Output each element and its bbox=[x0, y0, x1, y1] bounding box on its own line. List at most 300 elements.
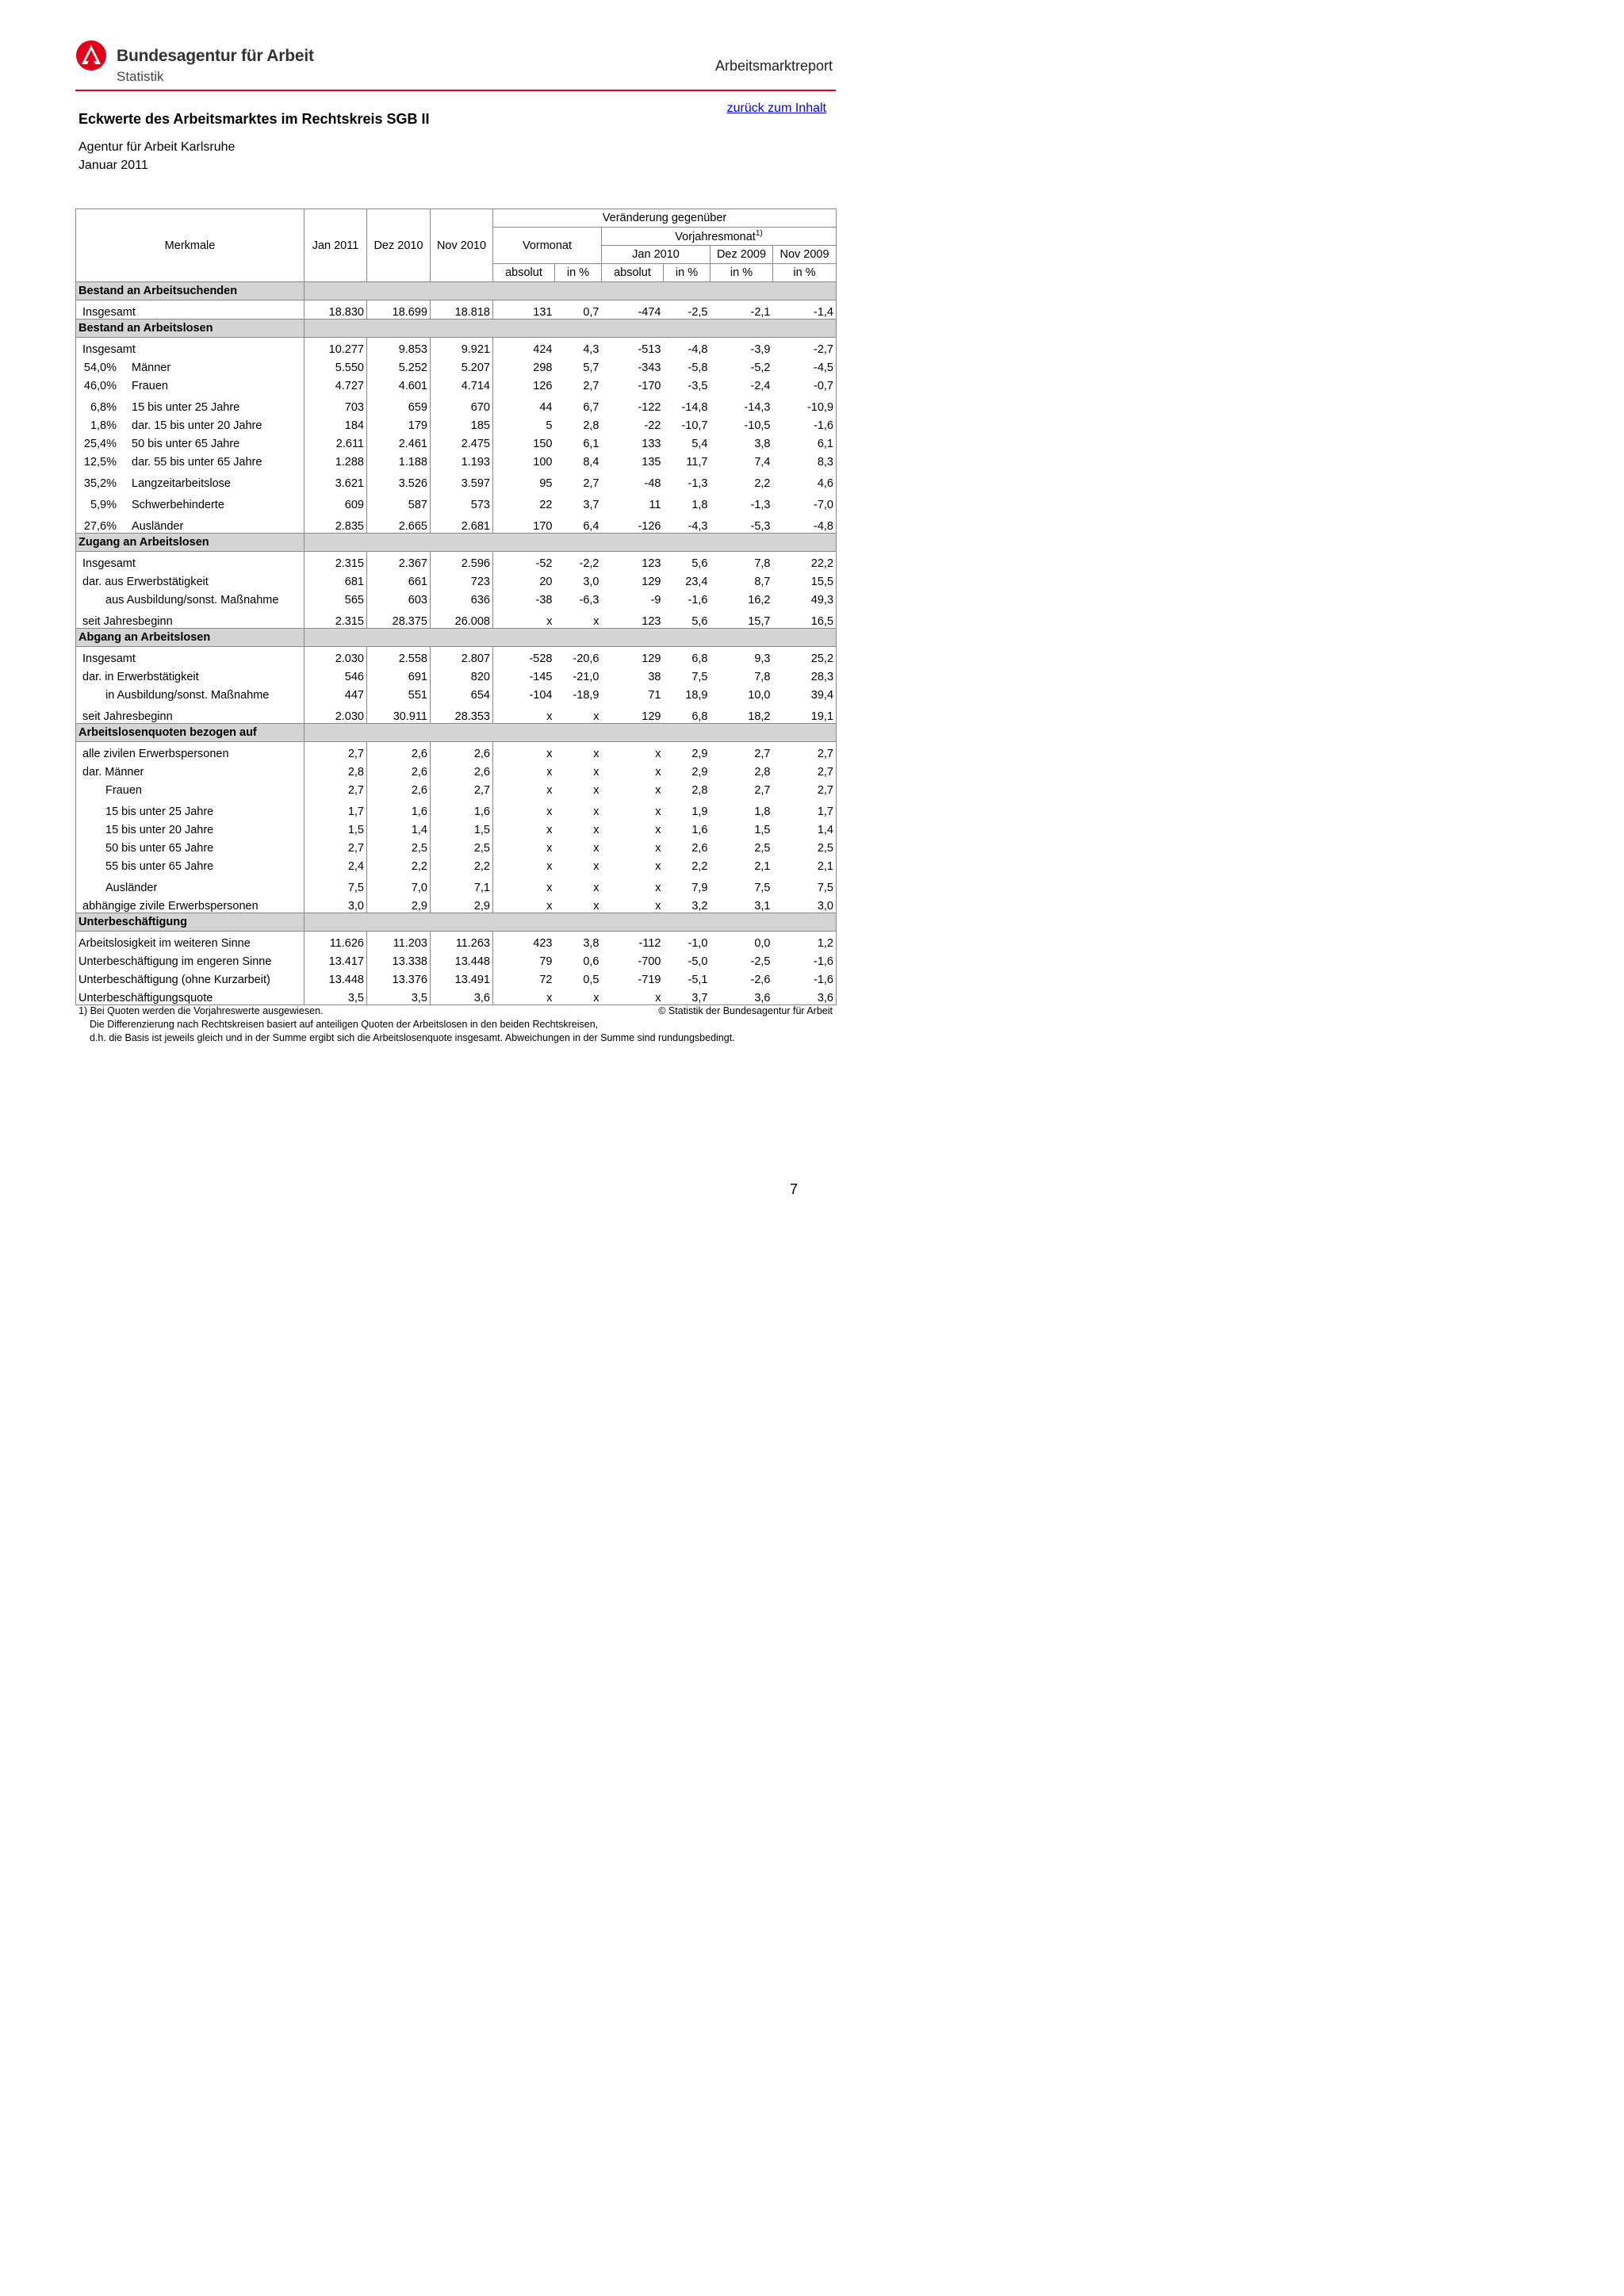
section-fill bbox=[304, 629, 837, 647]
table-row bbox=[76, 873, 837, 894]
table-cell: 28,3 bbox=[773, 665, 837, 683]
table-cell: 2,7 bbox=[773, 742, 837, 761]
table-cell: 9.921 bbox=[431, 338, 493, 357]
table-cell: 13.376 bbox=[367, 968, 431, 986]
table-cell: 2,6 bbox=[431, 742, 493, 761]
table-cell: x bbox=[655, 882, 661, 894]
table-row bbox=[76, 469, 837, 490]
table-row bbox=[76, 894, 837, 913]
col-vormonat: Vormonat bbox=[493, 228, 602, 264]
table-cell: 38 bbox=[648, 671, 661, 683]
table-cell: 13.448 bbox=[431, 950, 493, 968]
table-cell: -22 bbox=[644, 419, 661, 432]
table-cell: 1,7 bbox=[773, 797, 837, 818]
table-cell: x bbox=[546, 784, 553, 797]
row-label bbox=[76, 392, 304, 414]
col-pct-jan2010: in % bbox=[664, 264, 710, 282]
section-header-row bbox=[76, 629, 837, 647]
table-cell: -10,9 bbox=[773, 392, 837, 414]
table-cell: 0,6 bbox=[583, 955, 599, 968]
table-cell: 2.835 bbox=[304, 511, 367, 534]
col-jan2010: Jan 2010 bbox=[602, 246, 710, 264]
footnote-2: Die Differenzierung nach Rechtskreisen basiert auf anteiligen Quoten der Arbeitslosen in den beiden Rechtskreisen, bbox=[90, 1019, 599, 1030]
table-cell: 2.461 bbox=[367, 432, 431, 450]
table-cell: 3,0 bbox=[583, 576, 599, 588]
table-cell: 7,5 bbox=[754, 882, 771, 894]
col-veraenderung: Veränderung gegenüber bbox=[493, 209, 837, 228]
table-cell: 131 bbox=[533, 306, 553, 319]
table-cell: 2,9 bbox=[691, 748, 708, 760]
section-header-row bbox=[76, 282, 837, 300]
table-cell: 1,6 bbox=[367, 797, 431, 818]
row-label: Insgesamt bbox=[76, 647, 304, 666]
section-fill bbox=[304, 320, 837, 338]
table-cell: 2,7 bbox=[583, 380, 599, 392]
section-title: Arbeitslosenquoten bezogen auf bbox=[76, 724, 304, 742]
table-cell: 1,7 bbox=[304, 797, 367, 818]
table-cell: 10,0 bbox=[748, 689, 771, 702]
table-cell: 7,5 bbox=[773, 873, 837, 894]
row-label: 55 bis unter 65 Jahre bbox=[76, 855, 304, 873]
brand-name: Bundesagentur für Arbeit bbox=[117, 47, 314, 65]
table-cell: 2.315 bbox=[304, 552, 367, 571]
row-label: seit Jahresbeginn bbox=[76, 702, 304, 724]
table-cell: 3,6 bbox=[710, 986, 773, 1005]
table-cell: -1,6 bbox=[773, 414, 837, 432]
row-label bbox=[76, 511, 304, 534]
table-cell: 5 bbox=[546, 419, 553, 432]
table-cell: x bbox=[655, 842, 661, 855]
table-cell: -4,8 bbox=[773, 511, 837, 534]
table-cell: -528 bbox=[529, 652, 553, 665]
table-cell: 2.665 bbox=[367, 511, 431, 534]
section-header-row bbox=[76, 724, 837, 742]
table-cell: -1,4 bbox=[773, 300, 837, 320]
table-cell: 654 bbox=[431, 683, 493, 702]
table-cell: 703 bbox=[304, 392, 367, 414]
share-percent: 12,5% bbox=[83, 456, 117, 469]
table-cell: 2,2 bbox=[691, 860, 708, 873]
row-label bbox=[76, 490, 304, 511]
table-row bbox=[76, 570, 837, 588]
row-label: Insgesamt bbox=[76, 552, 304, 571]
share-percent: 27,6% bbox=[83, 520, 117, 533]
table-cell: 2,2 bbox=[754, 477, 771, 490]
table-row bbox=[76, 950, 837, 968]
table-cell: 2,6 bbox=[367, 760, 431, 779]
col-pct-nov2009: in % bbox=[773, 264, 837, 282]
row-label-text: dar. 15 bis unter 20 Jahre bbox=[132, 419, 262, 432]
table-cell: -170 bbox=[638, 380, 661, 392]
row-label-text: 50 bis unter 65 Jahre bbox=[132, 438, 240, 450]
table-cell: 18,2 bbox=[748, 710, 771, 723]
table-cell: 7,8 bbox=[754, 671, 771, 683]
table-cell: -2,4 bbox=[750, 380, 771, 392]
col-vorjahresmonat: Vorjahresmonat$^{1)}$ bbox=[602, 228, 837, 246]
col-pct-vormonat: in % bbox=[555, 264, 602, 282]
col-nov2010: Nov 2010 bbox=[431, 209, 493, 282]
col-pct-dez2009: in % bbox=[710, 264, 773, 282]
section-title: Unterbeschäftigung bbox=[76, 913, 304, 932]
table-cell: 2,7 bbox=[754, 784, 771, 797]
table-cell: 1,8 bbox=[691, 499, 708, 511]
table-cell: 71 bbox=[648, 689, 661, 702]
table-cell: x bbox=[546, 900, 553, 913]
table-cell: 11.203 bbox=[367, 932, 431, 951]
row-label: Unterbeschäftigung im engeren Sinne bbox=[76, 950, 304, 968]
table-cell: -5,1 bbox=[688, 974, 708, 986]
table-cell: -3,9 bbox=[750, 343, 771, 356]
table-row bbox=[76, 552, 837, 571]
table-cell: 5,6 bbox=[691, 557, 708, 570]
table-cell: 0,5 bbox=[583, 974, 599, 986]
section-title: Abgang an Arbeitslosen bbox=[76, 629, 304, 647]
table-cell: 3,6 bbox=[431, 986, 493, 1005]
col-nov2009: Nov 2009 bbox=[773, 246, 837, 264]
section-fill bbox=[304, 282, 837, 300]
table-cell: -1,6 bbox=[773, 968, 837, 986]
table-row bbox=[76, 818, 837, 836]
table-cell: 2,1 bbox=[773, 855, 837, 873]
table-cell: 3.597 bbox=[431, 469, 493, 490]
footnote-1: 1) Bei Quoten werden die Vorjahreswerte ausgewiesen. bbox=[79, 1005, 324, 1016]
table-cell: 44 bbox=[539, 401, 553, 414]
table-cell: 2.475 bbox=[431, 432, 493, 450]
share-percent: 25,4% bbox=[83, 438, 117, 450]
table-row bbox=[76, 986, 837, 1005]
table-cell: -18,9 bbox=[573, 689, 599, 702]
table-cell: 2,5 bbox=[754, 842, 771, 855]
section-header-row bbox=[76, 534, 837, 552]
table-cell: 11.263 bbox=[431, 932, 493, 951]
table-cell: 4.601 bbox=[367, 374, 431, 392]
section-fill bbox=[304, 913, 837, 932]
table-row bbox=[76, 414, 837, 432]
table-cell: 2,7 bbox=[754, 748, 771, 760]
table-cell: 23,4 bbox=[685, 576, 708, 588]
table-cell: 16,5 bbox=[773, 607, 837, 629]
table-cell: 22 bbox=[539, 499, 553, 511]
table-cell: 179 bbox=[367, 414, 431, 432]
report-title: Arbeitsmarktreport bbox=[714, 58, 833, 74]
table-cell: 5.207 bbox=[431, 356, 493, 374]
table-cell: -126 bbox=[638, 520, 661, 533]
table-cell: 6,1 bbox=[583, 438, 599, 450]
table-cell: 565 bbox=[304, 588, 367, 607]
table-cell: 2.030 bbox=[304, 702, 367, 724]
table-cell: -7,0 bbox=[773, 490, 837, 511]
table-cell: -9 bbox=[650, 594, 661, 607]
table-cell: 2,2 bbox=[431, 855, 493, 873]
table-cell: x bbox=[546, 806, 553, 818]
ba-logo-icon bbox=[75, 40, 107, 71]
table-cell: 129 bbox=[642, 576, 661, 588]
col-absolut-vormonat: absolut bbox=[493, 264, 555, 282]
table-cell: 129 bbox=[642, 710, 661, 723]
table-cell: -6,3 bbox=[579, 594, 599, 607]
table-cell: 3,0 bbox=[304, 894, 367, 913]
row-label-text: 15 bis unter 25 Jahre bbox=[132, 401, 240, 414]
table-cell: 2.807 bbox=[431, 647, 493, 666]
table-cell: 79 bbox=[539, 955, 553, 968]
table-cell: x bbox=[593, 748, 599, 760]
table-cell: 2,9 bbox=[691, 766, 708, 779]
table-cell: -0,7 bbox=[773, 374, 837, 392]
table-cell: 3,0 bbox=[773, 894, 837, 913]
section-fill bbox=[304, 534, 837, 552]
table-cell: -21,0 bbox=[573, 671, 599, 683]
table-cell: x bbox=[602, 986, 664, 1005]
section-header-row bbox=[76, 320, 837, 338]
table-cell: 72 bbox=[539, 974, 553, 986]
table-cell: 546 bbox=[304, 665, 367, 683]
table-cell: 1,5 bbox=[754, 824, 771, 836]
table-row bbox=[76, 702, 837, 724]
table-cell: 6,1 bbox=[773, 432, 837, 450]
table-cell: -2,2 bbox=[579, 557, 599, 570]
table-cell: 2,7 bbox=[431, 779, 493, 797]
table-cell: 2,7 bbox=[304, 742, 367, 761]
table-cell: 7,1 bbox=[431, 873, 493, 894]
table-cell: x bbox=[546, 710, 553, 723]
table-cell: -14,3 bbox=[744, 401, 771, 414]
table-cell: 6,8 bbox=[691, 710, 708, 723]
table-cell: -1,6 bbox=[773, 950, 837, 968]
table-cell: 11,7 bbox=[686, 456, 708, 469]
table-cell: 5.252 bbox=[367, 356, 431, 374]
row-label: Unterbeschäftigungsquote bbox=[76, 986, 304, 1005]
table-cell: 18.830 bbox=[304, 300, 367, 320]
share-percent: 35,2% bbox=[83, 477, 117, 490]
table-cell: 423 bbox=[533, 937, 553, 950]
table-cell: 3,8 bbox=[754, 438, 771, 450]
back-to-contents-link[interactable]: zurück zum Inhalt bbox=[726, 101, 826, 115]
table-cell: 2,7 bbox=[304, 779, 367, 797]
table-cell: x bbox=[593, 806, 599, 818]
table-row bbox=[76, 450, 837, 469]
table-cell: 49,3 bbox=[773, 588, 837, 607]
table-cell: 5.550 bbox=[304, 356, 367, 374]
table-cell: 2,5 bbox=[773, 836, 837, 855]
table-cell: 100 bbox=[533, 456, 553, 469]
table-cell: 2.030 bbox=[304, 647, 367, 666]
row-label: alle zivilen Erwerbspersonen bbox=[76, 742, 304, 761]
table-cell: 10.277 bbox=[304, 338, 367, 357]
table-cell: 7,8 bbox=[754, 557, 771, 570]
table-cell: 15,7 bbox=[748, 615, 771, 628]
table-cell: 2.558 bbox=[367, 647, 431, 666]
table-cell: x bbox=[546, 882, 553, 894]
table-cell: 2.596 bbox=[431, 552, 493, 571]
table-cell: x bbox=[593, 824, 599, 836]
table-cell: 2,9 bbox=[431, 894, 493, 913]
table-cell: 28.353 bbox=[431, 702, 493, 724]
brand-subtitle: Statistik bbox=[117, 69, 164, 84]
table-cell: 1.288 bbox=[304, 450, 367, 469]
table-cell: x bbox=[493, 986, 555, 1005]
table-cell: -1,6 bbox=[688, 594, 708, 607]
table-cell: 691 bbox=[367, 665, 431, 683]
table-cell: 1,6 bbox=[691, 824, 708, 836]
table-row bbox=[76, 338, 837, 357]
table-cell: -2,5 bbox=[750, 955, 771, 968]
table-cell: x bbox=[546, 824, 553, 836]
table-cell: 26.008 bbox=[431, 607, 493, 629]
table-cell: 3,5 bbox=[367, 986, 431, 1005]
table-cell: 298 bbox=[533, 362, 553, 374]
table-cell: -5,2 bbox=[750, 362, 771, 374]
table-row bbox=[76, 607, 837, 629]
row-label-text: dar. 55 bis unter 65 Jahre bbox=[132, 456, 262, 469]
table-cell: x bbox=[546, 860, 553, 873]
table-cell: -3,5 bbox=[688, 380, 708, 392]
row-label: dar. Männer bbox=[76, 760, 304, 779]
col-absolut-vorjahr: absolut bbox=[602, 264, 664, 282]
table-cell: 170 bbox=[533, 520, 553, 533]
table-cell: 1,2 bbox=[773, 932, 837, 951]
table-cell: 95 bbox=[539, 477, 553, 490]
row-label: Insgesamt bbox=[76, 300, 304, 320]
share-percent: 54,0% bbox=[83, 362, 117, 374]
table-cell: 4,3 bbox=[583, 343, 599, 356]
table-cell: 13.448 bbox=[304, 968, 367, 986]
table-cell: 3,6 bbox=[773, 986, 837, 1005]
table-cell: 3.621 bbox=[304, 469, 367, 490]
table-cell: 0,0 bbox=[754, 937, 771, 950]
table-cell: -4,5 bbox=[773, 356, 837, 374]
table-cell: -104 bbox=[529, 689, 553, 702]
row-label: Unterbeschäftigung (ohne Kurzarbeit) bbox=[76, 968, 304, 986]
table-cell: 7,9 bbox=[691, 882, 708, 894]
table-cell: 2,1 bbox=[754, 860, 771, 873]
table-cell: -48 bbox=[644, 477, 661, 490]
table-cell: 3,2 bbox=[691, 900, 708, 913]
table-cell: 424 bbox=[533, 343, 553, 356]
table-cell: 661 bbox=[367, 570, 431, 588]
table-cell: 2.315 bbox=[304, 607, 367, 629]
row-label-text: Männer bbox=[132, 362, 171, 374]
table-cell: 3,8 bbox=[583, 937, 599, 950]
table-cell: -2,6 bbox=[750, 974, 771, 986]
table-cell: x bbox=[593, 900, 599, 913]
row-label: 50 bis unter 65 Jahre bbox=[76, 836, 304, 855]
table-cell: 681 bbox=[304, 570, 367, 588]
table-cell: 2,8 bbox=[754, 766, 771, 779]
table-row bbox=[76, 836, 837, 855]
table-cell: 22,2 bbox=[773, 552, 837, 571]
table-cell: 2,7 bbox=[583, 477, 599, 490]
table-cell: 9,3 bbox=[754, 652, 771, 665]
table-cell: x bbox=[546, 615, 553, 628]
table-cell: 19,1 bbox=[773, 702, 837, 724]
table-cell: -4,8 bbox=[688, 343, 708, 356]
table-cell: -1,0 bbox=[688, 937, 708, 950]
table-cell: 3,7 bbox=[664, 986, 710, 1005]
table-cell: -719 bbox=[638, 974, 661, 986]
row-label: dar. in Erwerbstätigkeit bbox=[76, 665, 304, 683]
table-cell: x bbox=[593, 860, 599, 873]
table-cell: 659 bbox=[367, 392, 431, 414]
table-cell: -2,1 bbox=[750, 306, 771, 319]
table-row bbox=[76, 797, 837, 818]
row-label bbox=[76, 374, 304, 392]
table-cell: 636 bbox=[431, 588, 493, 607]
table-row bbox=[76, 432, 837, 450]
row-label-text: Langzeitarbeitslose bbox=[132, 477, 231, 490]
footnote-3: d.h. die Basis ist jeweils gleich und in der Summe ergibt sich die Arbeitslosenquote insgesamt. Abweichungen in der Summe sind rundungsbedingt. bbox=[90, 1032, 735, 1043]
share-percent: 5,9% bbox=[90, 499, 117, 511]
table-cell: 18.818 bbox=[431, 300, 493, 320]
table-cell: 129 bbox=[642, 652, 661, 665]
table-cell: 6,8 bbox=[691, 652, 708, 665]
table-cell: 150 bbox=[533, 438, 553, 450]
row-label: seit Jahresbeginn bbox=[76, 607, 304, 629]
table-cell: 185 bbox=[431, 414, 493, 432]
row-label: abhängige zivile Erwerbspersonen bbox=[76, 894, 304, 913]
table-cell: x bbox=[593, 784, 599, 797]
share-percent: 46,0% bbox=[83, 380, 117, 392]
table-row bbox=[76, 374, 837, 392]
header-divider bbox=[75, 90, 836, 91]
table-cell: x bbox=[555, 986, 602, 1005]
table-cell: 2,6 bbox=[691, 842, 708, 855]
page-number: 7 bbox=[789, 1181, 798, 1197]
row-label-text: Frauen bbox=[132, 380, 168, 392]
table-cell: 11 bbox=[649, 499, 661, 511]
table-cell: 8,7 bbox=[754, 576, 771, 588]
table-cell: 1,6 bbox=[431, 797, 493, 818]
table-cell: 133 bbox=[642, 438, 661, 450]
row-label bbox=[76, 356, 304, 374]
table-row bbox=[76, 490, 837, 511]
table-cell: 609 bbox=[304, 490, 367, 511]
table-cell: x bbox=[655, 900, 661, 913]
table-cell: 13.491 bbox=[431, 968, 493, 986]
table-cell: 13.417 bbox=[304, 950, 367, 968]
table-cell: 126 bbox=[533, 380, 553, 392]
col-merkmale: Merkmale bbox=[76, 209, 304, 282]
table-cell: -2,7 bbox=[773, 338, 837, 357]
table-cell: x bbox=[655, 748, 661, 760]
table-cell: 820 bbox=[431, 665, 493, 683]
table-cell: 2,4 bbox=[304, 855, 367, 873]
table-cell: -5,8 bbox=[688, 362, 708, 374]
table-cell: -4,3 bbox=[688, 520, 708, 533]
share-percent: 1,8% bbox=[90, 419, 117, 432]
table-cell: -10,7 bbox=[681, 419, 708, 432]
table-cell: 4,6 bbox=[773, 469, 837, 490]
table-cell: 1.188 bbox=[367, 450, 431, 469]
table-cell: 0,7 bbox=[583, 306, 599, 319]
table-cell: x bbox=[593, 710, 599, 723]
agency-name: Agentur für Arbeit Karlsruhe bbox=[79, 140, 236, 154]
table-cell: 30.911 bbox=[367, 702, 431, 724]
table-cell: 2.367 bbox=[367, 552, 431, 571]
table-row bbox=[76, 932, 837, 951]
section-title: Bestand an Arbeitslosen bbox=[76, 320, 304, 338]
row-label: 15 bis unter 25 Jahre bbox=[76, 797, 304, 818]
table-cell: x bbox=[655, 784, 661, 797]
table-cell: x bbox=[655, 860, 661, 873]
table-cell: 2,2 bbox=[367, 855, 431, 873]
row-label bbox=[76, 469, 304, 490]
row-label: Ausländer bbox=[76, 873, 304, 894]
table-cell: 2,8 bbox=[691, 784, 708, 797]
table-row bbox=[76, 300, 837, 320]
table-cell: 3,5 bbox=[304, 986, 367, 1005]
table-cell: 7,5 bbox=[304, 873, 367, 894]
table-cell: -700 bbox=[638, 955, 661, 968]
